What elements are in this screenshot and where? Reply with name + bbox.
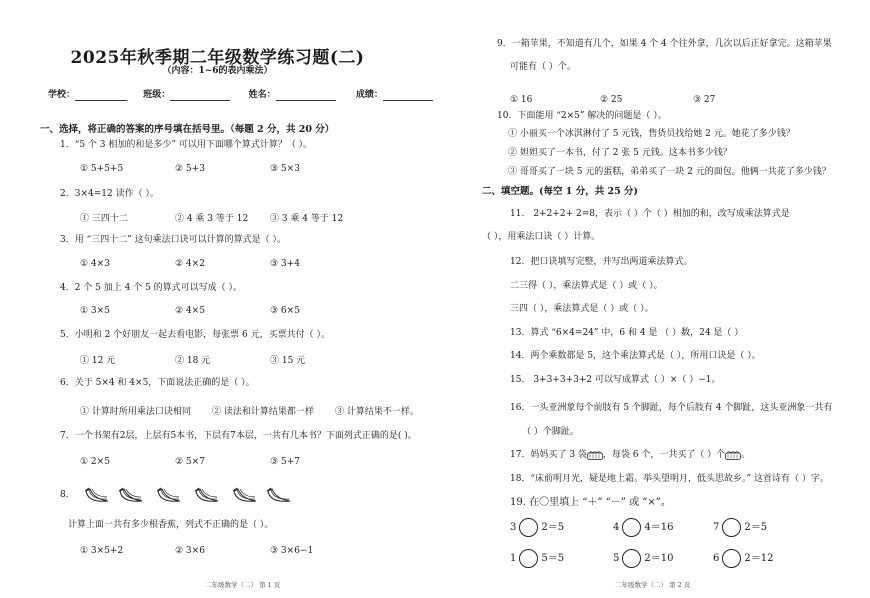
bread-bag-icon <box>587 450 603 460</box>
question-9-cont: 可能有（ ）个。 <box>510 62 576 72</box>
option[interactable]: ② 25 <box>600 95 623 105</box>
equation-right-side: 4＝16 <box>644 522 674 533</box>
operator-circle[interactable] <box>722 549 741 568</box>
name-field[interactable] <box>276 90 336 101</box>
question-11-cont: （ ），用乘法口诀（ ）计算。 <box>482 232 601 242</box>
option[interactable]: ① 小丽买一个冰淇淋付了 5 元钱，售货员找给她 2 元。她花了多少钱？ <box>508 129 795 139</box>
option[interactable]: ② 5+3 <box>175 164 205 174</box>
question-17-part-b: ，每袋 6 个，一共买了（ ）个 <box>602 450 726 460</box>
question-13: 13．算式 “6×4=24” 中，6 和 4 是 （ ）数，24 是（ ） <box>510 328 744 338</box>
question-11: 11． 2+2+2+ 2=8，表示（ ）个（ ）相加的和，改写成乘法算式是 <box>510 209 790 219</box>
option[interactable]: ① 3×5 <box>80 306 110 316</box>
question-12: 12．把口诀填写完整，并写出两道乘法算式。 <box>510 257 693 267</box>
operator-circle[interactable] <box>519 549 538 568</box>
score-field[interactable] <box>383 90 433 101</box>
operator-circle[interactable] <box>622 518 641 537</box>
info-row <box>48 89 433 101</box>
bread-bag-icon <box>725 450 741 460</box>
option[interactable]: ③ 15 元 <box>270 356 306 366</box>
question-12-row-2: 三四（ ），乘法算式是（ ）或（ ）。 <box>510 304 654 314</box>
question-17 <box>510 449 750 461</box>
option[interactable]: ② 5×7 <box>175 457 205 467</box>
banana-icon <box>232 487 258 505</box>
question-1: 1．“5 个 3 相加的和是多少” 可以用下面哪个算式计算？（ ）。 <box>60 140 313 150</box>
option[interactable]: ③ 3 乘 4 等于 12 <box>270 214 344 224</box>
equation-left-number: 6 <box>713 553 720 564</box>
equation-right-side: 5＝5 <box>541 553 565 564</box>
name-label: 姓名： <box>248 90 276 100</box>
option[interactable]: ② 4×2 <box>175 259 205 269</box>
operator-circle[interactable] <box>722 518 741 537</box>
equation <box>713 518 767 537</box>
school-label: 学校： <box>48 90 76 100</box>
question-7: 7．一个书架有2层，上层有5本书，下层有7本层，一共有几本书？下面列式正确的是( )。 <box>60 431 417 441</box>
equation-right-side: 2＝10 <box>644 553 674 564</box>
option[interactable]: ② 读法和计算结果都一样 <box>212 407 314 417</box>
equation-left-number: 1 <box>510 553 517 564</box>
question-12-row-1: 二三得（ ），乘法算式是（ ）或（ ）。 <box>510 281 663 291</box>
option[interactable]: ② 4 乘 3 等于 12 <box>175 214 249 224</box>
option[interactable]: ① 16 <box>510 95 533 105</box>
option[interactable]: ③ 5+7 <box>270 457 300 467</box>
class-field[interactable] <box>170 90 230 101</box>
banana-icon <box>266 487 292 505</box>
question-6: 6．关于 5×4 和 4×5，下面说法正确的是（ ）。 <box>60 378 255 388</box>
page-title: 2025年秋季期二年级数学练习题(二) <box>70 48 365 68</box>
option[interactable]: ② 妲妲买了一本书，付了 2 张 5 元钱。这本书多少钱？ <box>508 148 732 158</box>
banana-icon <box>118 487 144 505</box>
option[interactable]: ③ 哥哥买了一块 5 元的蛋糕，弟弟买了一块 2 元的面包。他俩一共花了多少钱？ <box>508 167 831 177</box>
page-footer: 二年级数学（二） 第 1 页 <box>205 581 281 589</box>
option[interactable]: ① 三四十二 <box>80 214 128 224</box>
banana-icon <box>156 487 182 505</box>
score-label: 成绩： <box>355 90 383 100</box>
option[interactable]: ③ 27 <box>693 95 716 105</box>
equation <box>613 518 673 537</box>
banana-icon <box>194 487 220 505</box>
option[interactable]: ① 5+5+5 <box>80 164 124 174</box>
operator-circle[interactable] <box>519 518 538 537</box>
equation-right-side: 2＝5 <box>744 522 768 533</box>
question-10: 10．下面能用 “2×5” 解决的问题是（ ）。 <box>497 111 667 121</box>
option[interactable]: ① 3×5+2 <box>80 546 124 556</box>
question-15: 15． 3+3+3+3+2 可以写成算式（ ）×（ ）−1。 <box>510 375 721 385</box>
equation <box>510 518 564 537</box>
option[interactable]: ③ 6×5 <box>270 306 300 316</box>
question-5: 5．小明和 2 个好朋友一起去看电影，每张票 6 元，买票共付（ ）。 <box>60 330 330 340</box>
question-9: 9．一箱苹果，不知道有几个，如果 4 个 4 个往外拿，几次以后正好拿完。这箱苹果 <box>497 39 832 49</box>
question-17-part-a: 17．妈妈买了 3 袋 <box>510 450 587 460</box>
page-footer: 二年级数学（二） 第 2 页 <box>615 581 691 589</box>
question-4: 4．2 个 5 加上 4 个 5 的算式可以写成（ ）。 <box>60 283 243 293</box>
option[interactable]: ① 计算时所用乘法口诀相同 <box>80 407 191 417</box>
equation-left-number: 3 <box>510 522 517 533</box>
section-choice-heading: 一、选择，将正确的答案的序号填在括号里。（每题 2 分，共 20 分） <box>40 124 335 135</box>
equation-left-number: 5 <box>613 553 620 564</box>
option[interactable]: ② 3×6 <box>175 546 205 556</box>
option[interactable]: ① 4×3 <box>80 259 110 269</box>
section-fill-heading: 二、填空题。(每空 1 分，共 25 分) <box>482 186 639 197</box>
option[interactable]: ① 2×5 <box>80 457 110 467</box>
equation <box>713 549 773 568</box>
question-19: 19. 在〇里填上 “＋” “－” 或 “×”。 <box>510 497 671 508</box>
question-3: 3．用 “三四十二” 这句乘法口诀可以计算的算式是（ ）。 <box>60 235 287 245</box>
question-8: 计算上面一共有多少根香蕉，列式不正确的是（ ）。 <box>68 520 274 530</box>
operator-circle[interactable] <box>622 549 641 568</box>
class-label: 班级： <box>143 90 171 100</box>
question-18: 18．“床前明月光，疑是地上霜。举头望明月，低头思故乡。” 这首诗有（ ）字。 <box>510 474 829 484</box>
right-page <box>435 0 870 598</box>
equation <box>510 549 564 568</box>
question-16: 16．一头亚洲象每个前肢有 5 个脚趾，每个后肢有 4 个脚趾，这头亚洲象一共有 <box>510 403 833 413</box>
option[interactable]: ② 4×5 <box>175 306 205 316</box>
equation-left-number: 4 <box>613 522 620 533</box>
page-subtitle: （内容：1~6的表内乘法） <box>162 66 273 76</box>
question-14: 14．两个乘数都是 5，这个乘法算式是（ ），所用口诀是（ ）。 <box>510 351 761 361</box>
option[interactable]: ③ 3×6−1 <box>270 546 314 556</box>
question-16-cont: （ ）个脚趾。 <box>522 427 579 437</box>
option[interactable]: ③ 计算结果不一样。 <box>335 407 419 417</box>
question-8-number: 8． <box>60 490 75 500</box>
question-17-part-c: 。 <box>741 450 751 460</box>
school-field[interactable] <box>75 90 127 101</box>
option[interactable]: ③ 3+4 <box>270 259 300 269</box>
question-2: 2．3×4=12 读作（ ）。 <box>60 189 159 199</box>
equation <box>613 549 673 568</box>
option[interactable]: ① 12 元 <box>80 356 116 366</box>
equation-left-number: 7 <box>713 522 720 533</box>
equation-right-side: 2＝12 <box>744 553 774 564</box>
option[interactable]: ③ 5×3 <box>270 164 300 174</box>
option[interactable]: ② 18 元 <box>175 356 211 366</box>
equation-right-side: 2＝5 <box>541 522 565 533</box>
banana-icon <box>84 487 110 505</box>
